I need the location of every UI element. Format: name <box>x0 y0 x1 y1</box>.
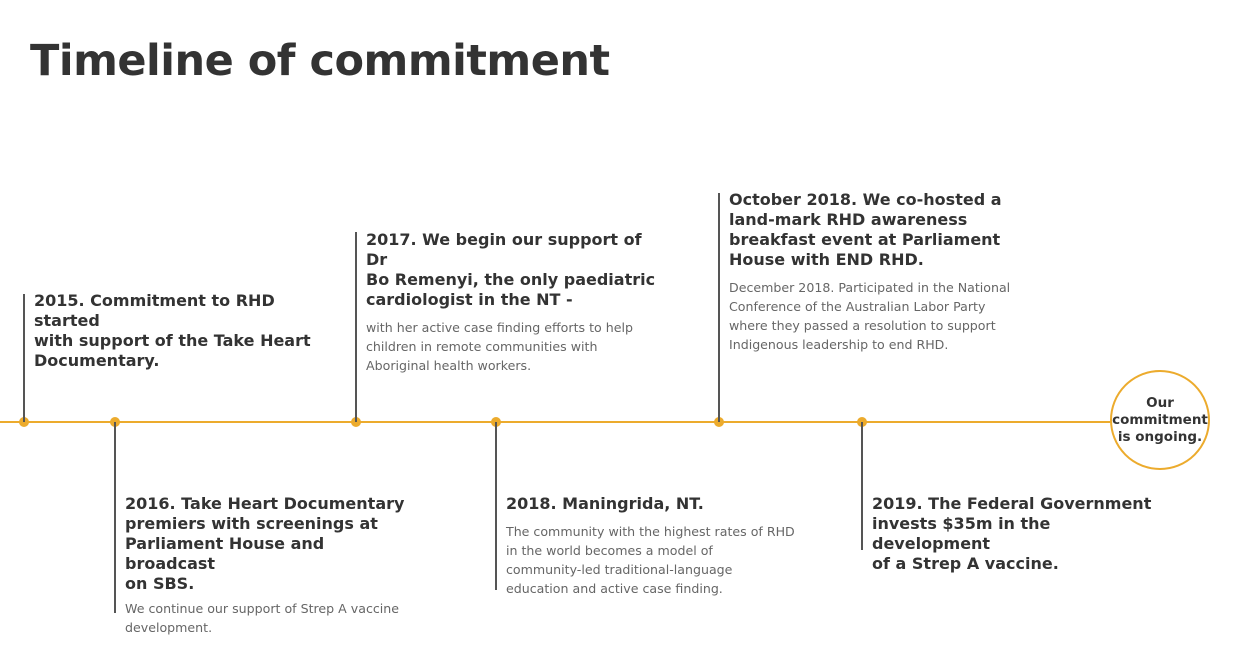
event-heading: 2016. Take Heart Documentary premiers with screenings at Parliament House and broadcast on SBS. <box>125 494 405 593</box>
page-title: Timeline of commitment <box>30 36 610 86</box>
ongoing-commitment-label: Our commitment is ongoing. <box>1112 394 1208 445</box>
ongoing-commitment-circle <box>1110 370 1210 470</box>
event-description: We continue our support of Strep A vaccine development. <box>125 601 400 635</box>
timeline-event-oct-2018 <box>729 190 1029 354</box>
timeline-event-2016 <box>125 494 415 637</box>
event-description: December 2018. Participated in the National Conference of the Australian Labor Party where they passed a resolution to support Indigenous leadership to end RHD. <box>729 280 1011 352</box>
timeline-event-2019 <box>872 494 1172 574</box>
timeline-stem-2017 <box>355 232 357 422</box>
timeline-stem-oct-2018 <box>718 193 720 422</box>
timeline-stem-2015 <box>23 294 25 422</box>
event-heading: 2019. The Federal Government invests $35m in the development of a Strep A vaccine. <box>872 494 1152 573</box>
event-description: The community with the highest rates of RHD in the world becomes a model of community-led traditional-language education and active case finding. <box>506 524 795 596</box>
timeline-event-2018 <box>506 494 806 598</box>
timeline-event-2015 <box>34 291 334 371</box>
timeline-axis-line <box>0 421 1112 423</box>
event-heading: 2017. We begin our support of Dr Bo Remenyi, the only paediatric cardiologist in the NT - <box>366 230 656 309</box>
timeline-event-2017 <box>366 230 656 375</box>
event-heading: 2015. Commitment to RHD started with support of the Take Heart Documentary. <box>34 291 311 370</box>
event-heading: 2018. Maningrida, NT. <box>506 494 704 513</box>
event-description: with her active case finding efforts to help children in remote communities with Aboriginal health workers. <box>366 320 633 373</box>
event-heading: October 2018. We co-hosted a land-mark RHD awareness breakfast event at Parliament House with END RHD. <box>729 190 1002 269</box>
timeline-stem-2019 <box>861 422 863 550</box>
timeline-stem-2016 <box>114 422 116 613</box>
timeline-stem-2018 <box>495 422 497 590</box>
